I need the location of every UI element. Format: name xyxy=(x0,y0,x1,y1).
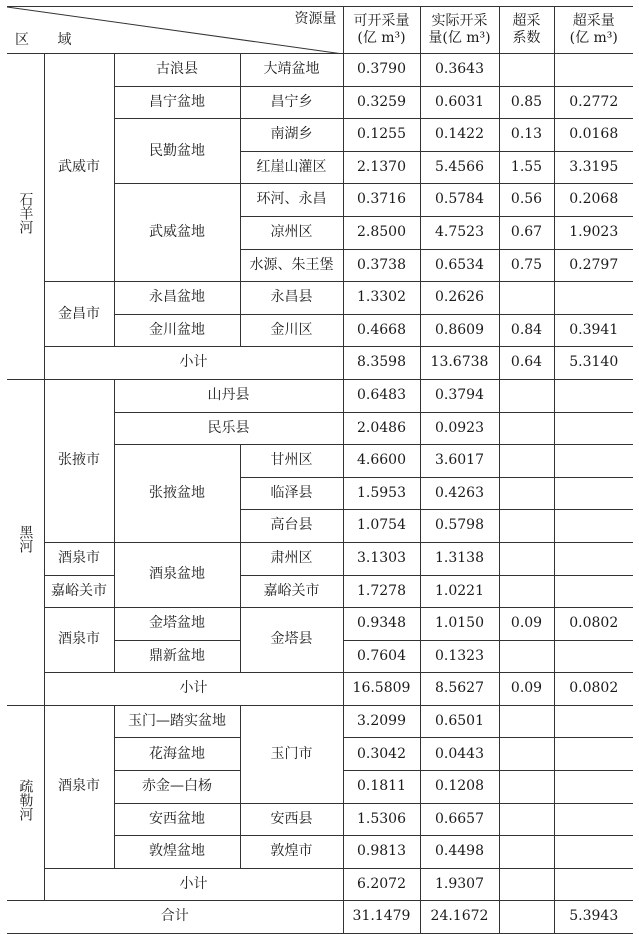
value-kk: 0.9348 xyxy=(343,608,420,641)
sub-region: 金川盆地 xyxy=(114,314,240,347)
value-xs xyxy=(499,477,554,510)
value-kk: 4.6600 xyxy=(343,445,420,478)
sub-region: 鼎新盆地 xyxy=(114,640,240,673)
value-sj: 0.4498 xyxy=(420,836,499,869)
sub-region: 永昌县 xyxy=(240,282,343,315)
value-xs xyxy=(499,836,554,869)
value-cl xyxy=(554,640,633,673)
value-sj: 0.5798 xyxy=(420,510,499,543)
value-kk: 0.3259 xyxy=(343,86,420,119)
sub-region: 玉门市 xyxy=(240,705,343,803)
value-sj: 0.1422 xyxy=(420,119,499,152)
sub-region: 古浪县 xyxy=(114,54,240,87)
sub-region: 玉门—踏实盆地 xyxy=(114,705,240,738)
table-row xyxy=(7,575,633,608)
value-sj: 0.2626 xyxy=(420,282,499,315)
sub-region: 昌宁乡 xyxy=(240,86,343,119)
sub-region: 敦煌盆地 xyxy=(114,836,240,869)
value-sj: 5.4566 xyxy=(420,151,499,184)
region-header: 区 域 xyxy=(15,31,84,48)
city-wuwei: 武威市 xyxy=(44,54,114,282)
value-xs xyxy=(499,282,554,315)
value-xs: 0.64 xyxy=(499,347,554,380)
sub-region: 肃州区 xyxy=(240,542,343,575)
value-sj: 0.8609 xyxy=(420,314,499,347)
value-sj: 0.4263 xyxy=(420,477,499,510)
basin-shule: 疏勒河 xyxy=(7,705,44,901)
value-cl xyxy=(554,868,633,901)
value-cl xyxy=(554,738,633,771)
sub-region: 甘州区 xyxy=(240,445,343,478)
value-kk: 2.8500 xyxy=(343,216,420,249)
header-sj: 实际开采 量(亿 m³) xyxy=(420,7,499,54)
sub-region: 水源、朱王堡 xyxy=(240,249,343,282)
value-xs: 1.55 xyxy=(499,151,554,184)
sub-region: 武威盆地 xyxy=(114,184,240,282)
sub-region: 临泽县 xyxy=(240,477,343,510)
value-sj: 1.0150 xyxy=(420,608,499,641)
value-xs xyxy=(499,510,554,543)
value-cl: 3.3195 xyxy=(554,151,633,184)
header-row xyxy=(7,7,633,54)
value-cl xyxy=(554,575,633,608)
groundwater-table xyxy=(7,6,633,934)
value-kk: 3.2099 xyxy=(343,705,420,738)
table-row xyxy=(7,379,633,412)
city-jiuquan-2: 酒泉市 xyxy=(44,608,114,673)
value-kk: 0.7604 xyxy=(343,640,420,673)
sub-region: 红崖山灌区 xyxy=(240,151,343,184)
table-row xyxy=(7,282,633,315)
sub-region: 环河、永昌 xyxy=(240,184,343,217)
sub-region: 高台县 xyxy=(240,510,343,543)
value-kk: 0.6483 xyxy=(343,379,420,412)
value-xs: 0.67 xyxy=(499,216,554,249)
subtotal-label: 小计 xyxy=(44,868,343,901)
value-cl xyxy=(554,836,633,869)
sub-region: 南湖乡 xyxy=(240,119,343,152)
sub-region: 花海盆地 xyxy=(114,738,240,771)
value-kk: 16.5809 xyxy=(343,673,420,706)
corner-header-cell xyxy=(7,7,343,54)
sub-region: 酒泉盆地 xyxy=(114,542,240,607)
table-row xyxy=(7,54,633,87)
value-sj: 0.5784 xyxy=(420,184,499,217)
value-sj: 3.6017 xyxy=(420,445,499,478)
value-cl: 0.2797 xyxy=(554,249,633,282)
value-cl xyxy=(554,705,633,738)
value-sj: 0.6031 xyxy=(420,86,499,119)
value-sj: 0.1323 xyxy=(420,640,499,673)
value-xs xyxy=(499,901,554,934)
total-label: 合计 xyxy=(7,901,343,934)
basin-heihe: 黑河 xyxy=(7,379,44,705)
value-xs: 0.09 xyxy=(499,673,554,706)
resource-header: 资源量 xyxy=(294,11,337,27)
value-xs xyxy=(499,54,554,87)
value-kk: 0.3716 xyxy=(343,184,420,217)
value-xs xyxy=(499,445,554,478)
value-kk: 0.9813 xyxy=(343,836,420,869)
value-kk: 0.4668 xyxy=(343,314,420,347)
sub-region: 敦煌市 xyxy=(240,836,343,869)
value-sj: 0.1208 xyxy=(420,771,499,804)
sub-region: 安西盆地 xyxy=(114,803,240,836)
value-sj: 0.6657 xyxy=(420,803,499,836)
value-sj: 0.6534 xyxy=(420,249,499,282)
sub-region: 金塔盆地 xyxy=(114,608,240,641)
city-jiuquan-3: 酒泉市 xyxy=(44,705,114,868)
value-cl xyxy=(554,510,633,543)
value-xs xyxy=(499,868,554,901)
value-cl: 5.3943 xyxy=(554,901,633,934)
city-jinchang-cell: 金昌市 xyxy=(44,282,114,347)
value-cl xyxy=(554,542,633,575)
value-kk: 1.5306 xyxy=(343,803,420,836)
sub-region: 金川区 xyxy=(240,314,343,347)
sub-region: 大靖盆地 xyxy=(240,54,343,87)
value-kk: 1.0754 xyxy=(343,510,420,543)
value-cl xyxy=(554,477,633,510)
value-sj: 0.3794 xyxy=(420,379,499,412)
value-sj: 24.1672 xyxy=(420,901,499,934)
city-jiayuguan: 嘉峪关市 xyxy=(44,575,114,608)
value-xs: 0.75 xyxy=(499,249,554,282)
value-kk: 1.3302 xyxy=(343,282,420,315)
value-kk: 1.5953 xyxy=(343,477,420,510)
subtotal-row xyxy=(7,347,633,380)
value-kk: 8.3598 xyxy=(343,347,420,380)
value-kk: 1.7278 xyxy=(343,575,420,608)
subtotal-row xyxy=(7,673,633,706)
city-zhangye: 张掖市 xyxy=(44,379,114,542)
value-cl xyxy=(554,803,633,836)
value-xs xyxy=(499,542,554,575)
header-cl: 超采量 (亿 m³) xyxy=(554,7,633,54)
sub-region: 嘉峪关市 xyxy=(240,575,343,608)
sub-region: 永昌盆地 xyxy=(114,282,240,315)
value-cl xyxy=(554,412,633,445)
value-cl: 1.9023 xyxy=(554,216,633,249)
value-cl xyxy=(554,445,633,478)
sub-region: 金塔县 xyxy=(240,608,343,673)
value-cl xyxy=(554,282,633,315)
value-xs xyxy=(499,575,554,608)
value-kk: 2.0486 xyxy=(343,412,420,445)
value-cl: 0.2068 xyxy=(554,184,633,217)
table-row xyxy=(7,542,633,575)
sub-region: 昌宁盆地 xyxy=(114,86,240,119)
value-sj: 4.7523 xyxy=(420,216,499,249)
sub-region: 赤金—白杨 xyxy=(114,771,240,804)
value-kk: 0.1811 xyxy=(343,771,420,804)
value-kk: 0.1255 xyxy=(343,119,420,152)
value-cl: 0.3941 xyxy=(554,314,633,347)
value-kk: 0.3042 xyxy=(343,738,420,771)
value-sj: 1.0221 xyxy=(420,575,499,608)
subtotal-label: 小计 xyxy=(44,347,343,380)
value-sj: 0.3643 xyxy=(420,54,499,87)
value-sj: 1.9307 xyxy=(420,868,499,901)
value-cl: 0.2772 xyxy=(554,86,633,119)
sub-region: 民勤盆地 xyxy=(114,119,240,184)
sub-region: 山丹县 xyxy=(114,379,343,412)
value-cl: 0.0802 xyxy=(554,608,633,641)
table-row xyxy=(7,608,633,641)
value-cl: 0.0802 xyxy=(554,673,633,706)
total-row xyxy=(7,901,633,934)
header-xs: 超采 系数 xyxy=(499,7,554,54)
value-kk: 2.1370 xyxy=(343,151,420,184)
value-cl xyxy=(554,771,633,804)
value-xs xyxy=(499,379,554,412)
value-xs: 0.84 xyxy=(499,314,554,347)
value-sj: 8.5627 xyxy=(420,673,499,706)
value-sj: 13.6738 xyxy=(420,347,499,380)
value-sj: 0.6501 xyxy=(420,705,499,738)
subtotal-label: 小计 xyxy=(44,673,343,706)
value-kk: 0.3738 xyxy=(343,249,420,282)
subtotal-row xyxy=(7,868,633,901)
value-kk: 6.2072 xyxy=(343,868,420,901)
sub-region: 凉州区 xyxy=(240,216,343,249)
sub-region: 张掖盆地 xyxy=(114,445,240,543)
basin-shiyang: 石羊河 xyxy=(7,54,44,380)
sub-region: 民乐县 xyxy=(114,412,343,445)
value-sj: 0.0443 xyxy=(420,738,499,771)
value-xs xyxy=(499,771,554,804)
value-kk: 31.1479 xyxy=(343,901,420,934)
value-xs: 0.09 xyxy=(499,608,554,641)
table-row xyxy=(7,705,633,738)
value-xs: 0.56 xyxy=(499,184,554,217)
value-xs: 0.85 xyxy=(499,86,554,119)
table-wrapper xyxy=(7,6,633,934)
sub-region: 安西县 xyxy=(240,803,343,836)
value-xs xyxy=(499,738,554,771)
value-cl xyxy=(554,54,633,87)
value-xs xyxy=(499,412,554,445)
value-xs: 0.13 xyxy=(499,119,554,152)
value-cl xyxy=(554,379,633,412)
value-kk: 0.3790 xyxy=(343,54,420,87)
header-kk: 可开采量 (亿 m³) xyxy=(343,7,420,54)
value-sj: 1.3138 xyxy=(420,542,499,575)
value-cl: 5.3140 xyxy=(554,347,633,380)
value-kk: 3.1303 xyxy=(343,542,420,575)
city-jiuquan: 酒泉市 xyxy=(44,542,114,575)
value-xs xyxy=(499,705,554,738)
value-xs xyxy=(499,640,554,673)
value-cl: 0.0168 xyxy=(554,119,633,152)
value-xs xyxy=(499,803,554,836)
value-sj: 0.0923 xyxy=(420,412,499,445)
